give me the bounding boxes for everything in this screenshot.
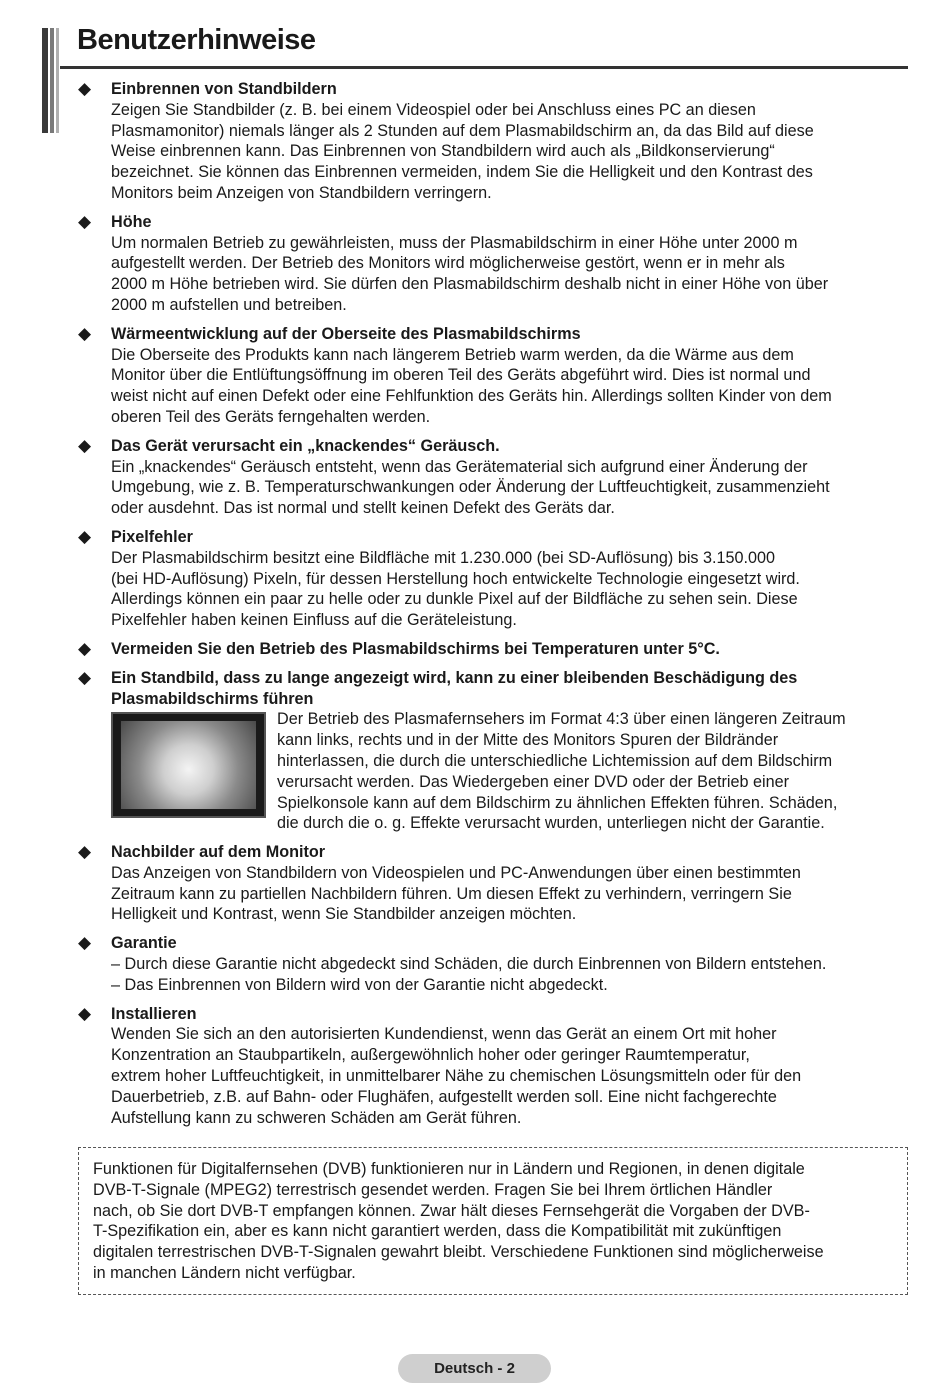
- section-body: Zeigen Sie Standbilder (z. B. bei einem Videospiel oder bei Anschluss eines PC an diesen Plasmamonitor) niemals länger als 2 Stunden auf dem Plasmabildschirm an, da das Bild auf diese Weise einbrennen kann. Das Einbrennen von Standbildern wird auch als „Bildkonservierung“ bezeichnet. Sie können das Einbrennen vermeiden, indem Sie die Helligkeit und den Kontrast des Monitors beim Anzeigen von Standbildern verringern.: [111, 100, 814, 202]
- side-bar-dark: [42, 28, 48, 133]
- section-body: Die Oberseite des Produkts kann nach längerem Betrieb warm werden, da die Wärme aus dem Monitor über die Entlüftungsöffnung im oberen Teil des Geräts abgeführt wird. Dies ist normal und weist nicht auf einen Defekt oder eine Fehlfunktion des Geräts hin. Allerdings sollten Kinder von dem oberen Teil des Geräts ferngehalten werden.: [111, 345, 832, 426]
- page-number-footer: Deutsch - 2: [398, 1354, 551, 1383]
- section-body: Ein „knackendes“ Geräusch entsteht, wenn das Gerätematerial sich aufgrund einer Änderung der Umgebung, wie z. B. Temperaturschwankungen oder Änderung der Luftfeuchtigkeit, zusammenzieht oder ausdehnt. Das ist normal und stellt keinen Defekt des Geräts dar.: [111, 457, 830, 518]
- section-cracking-noise: [78, 436, 908, 519]
- flower-picture: [121, 721, 256, 809]
- diamond-bullet-icon: ◆: [78, 1003, 92, 1023]
- dvb-notice-box: Funktionen für Digitalfernsehen (DVB) funktionieren nur in Ländern und Regionen, in denen digitale DVB-T-Signale (MPEG2) terrestrisch gesendet werden. Fragen Sie bei Ihrem örtlichen Händler nach, ob Sie dort DVB-T empfangen können. Zwar hält dieses Fernsehgerät die Vorgaben der DVB- T-Spezifikation ein, aber es kann nicht garantiert werden, dass die Kompatibilität mit zukünftigen digitalen terrestrischen DVB-T-Signalen gewahrt bleibt. Verschiedene Funktionen sind möglicherweise in manchen Ländern nicht verfügbar.: [78, 1147, 908, 1295]
- section-body: Der Plasmabildschirm besitzt eine Bildfläche mit 1.230.000 (bei SD-Auflösung) bis 3.150.000 (bei HD-Auflösung) Pixeln, für dessen Herstellung hoch entwickelte Technologie eingesetzt wird. Allerdings können ein paar zu helle oder zu dunkle Pixel auf der Bildfläche zu sehen sein. Diese Pixelfehler haben keinen Einfluss auf die Geräteleistung.: [111, 548, 800, 630]
- section-heading: Höhe: [111, 212, 152, 231]
- section-heading: Nachbilder auf dem Monitor: [111, 843, 326, 862]
- section-heat: [78, 324, 908, 428]
- section-heading: Installieren: [111, 1004, 197, 1023]
- section-temperature: [78, 639, 908, 660]
- section-body: Wenden Sie sich an den autorisierten Kundendienst, wenn das Gerät an einem Ort mit hoher Konzentration an Staubpartikeln, außergewöhnlich hoher oder geringer Raumtemperatur, extrem hoher Luftfeuchtigkeit, in unmittelbarer Nähe zu chemischen Lösungsmitteln oder für den Dauerbetrieb, z.B. auf Bahn- oder Flughäfen, aufgestellt werden soll. Eine nicht fachgerechte Aufstellung kann zu schweren Schäden am Gerät führen.: [111, 1025, 802, 1127]
- diamond-bullet-icon: ◆: [78, 842, 92, 862]
- notes-list: [78, 79, 908, 1136]
- diamond-bullet-icon: ◆: [78, 638, 92, 658]
- diamond-bullet-icon: ◆: [78, 211, 92, 231]
- page-title: Benutzerhinweise: [77, 24, 316, 56]
- section-still-image: [78, 668, 908, 834]
- section-burn-in: [78, 79, 908, 204]
- tv-screen-illustration: [111, 712, 266, 818]
- decorative-side-bars: [42, 28, 60, 133]
- section-body: Der Betrieb des Plasmafernsehers im Format 4:3 über einen längeren Zeitraum kann links, rechts und in der Mitte des Monitors Spuren der Bildränder hinterlassen, die durch die unterschiedliche Lichtemission auf dem Bildschirm verursacht werden. Das Wiedergeben einer DVD oder der Betrieb einer Spielkonsole kann auf dem Bildschirm zu ähnlichen Effekten führen. Schäden, die durch die o. g. Effekte verursacht wurden, unterliegen nicht der Garantie.: [277, 710, 846, 833]
- section-heading: Wärmeentwicklung auf der Oberseite des Plasmabildschirms: [111, 324, 581, 343]
- diamond-bullet-icon: ◆: [78, 79, 92, 98]
- diamond-bullet-icon: ◆: [78, 323, 92, 343]
- section-heading: Ein Standbild, dass zu lange angezeigt wird, kann zu einer bleibenden Beschädigung des Plasmabildschirms führen: [111, 668, 798, 708]
- side-bar-mid: [50, 28, 54, 133]
- section-body: Um normalen Betrieb zu gewährleisten, muss der Plasmabildschirm in einer Höhe unter 2000 m aufgestellt werden. Der Betrieb des Monitors wird möglicherweise gestört, wenn er in mehr als 2000 m Höhe betrieben wird. Sie dürfen den Plasmabildschirm deshalb nicht in einer Höhe von über 2000 m aufstellen und betreiben.: [111, 233, 829, 314]
- section-altitude: [78, 212, 908, 316]
- image-with-text: [111, 709, 908, 834]
- section-afterimages: [78, 842, 908, 925]
- section-heading: Einbrennen von Standbildern: [111, 80, 337, 98]
- diamond-bullet-icon: ◆: [78, 667, 92, 687]
- section-warranty: [78, 933, 908, 995]
- section-body: – Durch diese Garantie nicht abgedeckt sind Schäden, die durch Einbrennen von Bildern entstehen. – Das Einbrennen von Bildern wird von der Garantie nicht abgedeckt.: [111, 955, 827, 994]
- section-heading: Garantie: [111, 934, 177, 953]
- section-heading: Vermeiden Sie den Betrieb des Plasmabildschirms bei Temperaturen unter 5°C.: [111, 639, 720, 658]
- section-heading: Pixelfehler: [111, 527, 193, 546]
- diamond-bullet-icon: ◆: [78, 435, 92, 455]
- diamond-bullet-icon: ◆: [78, 933, 92, 953]
- side-bar-light: [56, 28, 59, 133]
- section-pixel-defects: [78, 527, 908, 631]
- title-rule: [60, 66, 908, 69]
- section-body: Das Anzeigen von Standbildern von Videospielen und PC-Anwendungen über einen bestimmten Zeitraum kann zu partiellen Nachbildern führen. Um diesen Effekt zu verhindern, verringern Sie Helligkeit und Kontrast, wenn Sie Standbilder anzeigen möchten.: [111, 863, 801, 924]
- diamond-bullet-icon: ◆: [78, 526, 92, 546]
- section-heading: Das Gerät verursacht ein „knackendes“ Geräusch.: [111, 436, 500, 455]
- section-installation: [78, 1004, 908, 1129]
